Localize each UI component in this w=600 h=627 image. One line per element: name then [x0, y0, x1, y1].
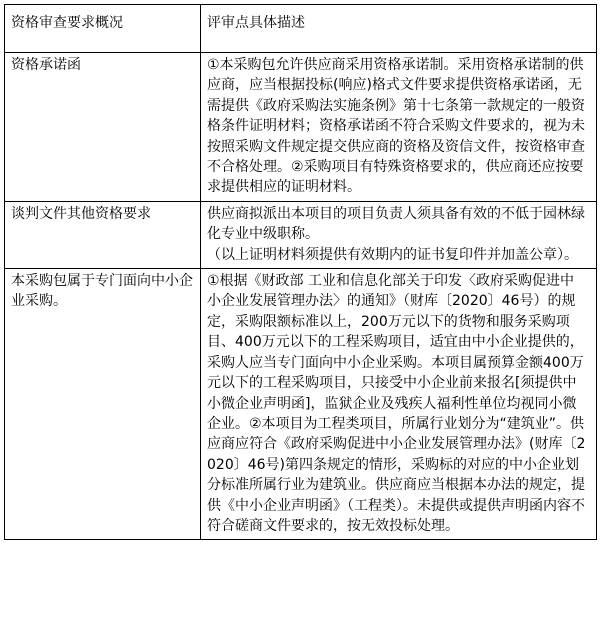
row-description: ①本采购包允许供应商采用资格承诺制。采用资格承诺制的供应商，应当根据投标(响应)格式文件要求提供资格承诺函，无需提供《政府采购法实施条例》第十七条第一款规定的一般资格条件证明材料；资格承诺函不符合采购文件要求的，视为未按照采购文件规定提交供应商的资格及资信文件，按资格审查不合格处理。②采购项目有特殊资格要求的，供应商还应按要求提供相应的证明材料。 — [201, 53, 597, 202]
row-description: 供应商拟派出本项目的项目负责人须具备有效的不低于园林绿化专业中级职称。 — [207, 205, 585, 243]
header-cell-overview: 资格审查要求概况 — [5, 5, 201, 53]
table-row-other-requirements — [5, 201, 597, 268]
header-cell-description: 评审点具体描述 — [201, 5, 597, 53]
table-row-commitment — [5, 53, 597, 202]
row-label: 谈判文件其他资格要求 — [5, 201, 201, 268]
row-note: （以上证明材料须提供有效期内的证书复印件并加盖公章）。 — [207, 246, 578, 263]
table-row-sme — [5, 269, 597, 540]
row-label: 资格承诺函 — [5, 53, 201, 202]
table-header-row — [5, 5, 597, 53]
row-description-cell — [201, 201, 597, 268]
row-label: 本采购包属于专门面向中小企业采购。 — [5, 269, 201, 540]
qualification-table — [4, 4, 597, 540]
row-description: ①根据《财政部 工业和信息化部关于印发〈政府采购促进中 小企业发展管理办法〉的通知》（财库〔2020〕46号）的规定，采购限额标准以上，200万元以下的货物和服务采购项目、400万元以下的工程采购项目，适宜由中小企业提供的，采购人应当专门面向中小企业采购。本项目属预算金额400万元以下的工程采购项目，只接受中小企业前来报名[须提供中小微企业声明函]，监狱企业及残疾人福利性单位均视同小微企业。②本项目为工程类项目，所属行业划分为“建筑业”。供应商应符合《政府采购促进中小企业发展管理办法》(财库〔2020〕46号)第四条规定的情形，采购标的对应的中小企业划分标准所属行业为建筑业。供应商应当根据本办法的规定，提供《中小企业声明函》（工程类）。未提供或提供声明函内容不符合磋商文件要求的，按无效投标处理。 — [201, 269, 597, 540]
